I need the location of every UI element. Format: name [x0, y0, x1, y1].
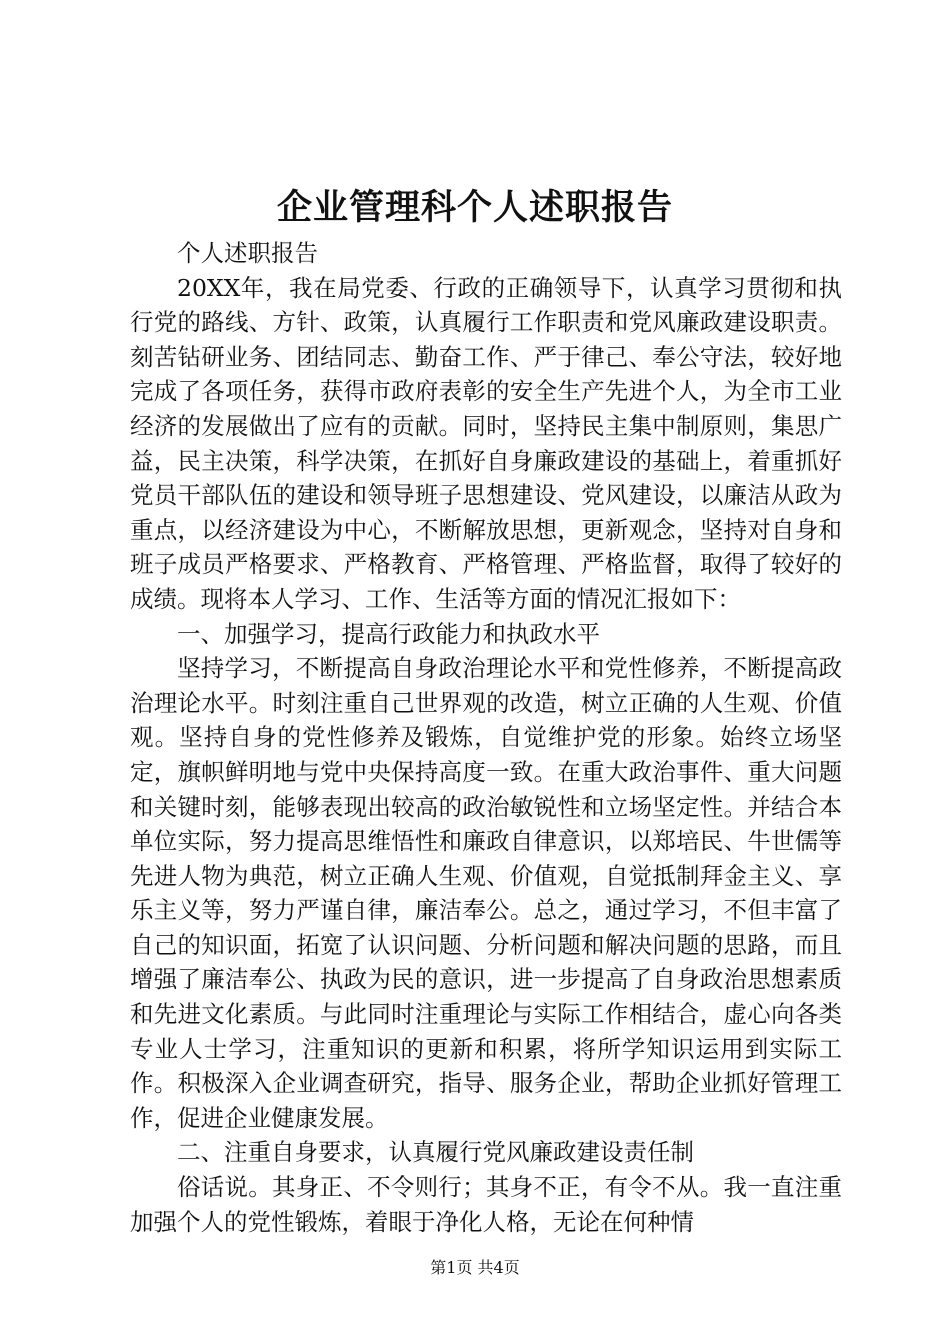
section-2-paragraph: 俗话说。其身正、不令则行；其身不正，有令不从。我一直注重加强个人的党性锻炼，着眼于净化人格，无论在何种情: [130, 1173, 842, 1236]
page-footer: [0, 1258, 950, 1278]
intro-paragraph: 20XX年，我在局党委、行政的正确领导下，认真学习贯彻和执行党的路线、方针、政策，认真履行工作职责和党风廉政建设职责。刻苦钻研业务、团结同志、勤奋工作、严于律己、奉公守法，较好地完成了各项任务，获得市政府表彰的安全生产先进个人，为全市工业经济的发展做出了应有的贡献。同时，坚持民主集中制原则，集思广益，民主决策，科学决策，在抓好自身廉政建设的基础上，着重抓好党员干部队伍的建设和领导班子思想建设、党风建设，以廉洁从政为重点，以经济建设为中心，不断解放思想，更新观念，坚持对自身和班子成员严格要求、严格教育、严格管理、严格监督，取得了较好的成绩。现将本人学习、工作、生活等方面的情况汇报如下：: [130, 273, 842, 613]
page-number: 第1页 共4页: [430, 1258, 520, 1277]
section-1-paragraph: 坚持学习，不断提高自身政治理论水平和党性修养，不断提高政治理论水平。时刻注重自己世界观的改造，树立正确的人生观、价值观。坚持自身的党性修养及锻炼，自觉维护党的形象。始终立场坚定，旗帜鲜明地与党中央保持高度一致。在重大政治事件、重大问题和关键时刻，能够表现出较高的政治敏锐性和立场坚定性。并结合本单位实际，努力提高思维悟性和廉政自律意识，以郑培民、牛世儒等先进人物为典范，树立正确人生观、价值观，自觉抵制拜金主义、享乐主义等，努力严谨自律，廉洁奉公。总之，通过学习，不但丰富了自己的知识面，拓宽了认识问题、分析问题和解决问题的思路，而且增强了廉洁奉公、执政为民的意识，进一步提高了自身政治思想素质和先进文化素质。与此同时注重理论与实际工作相结合，虚心向各类专业人士学习，注重知识的更新和积累，将所学知识运用到实际工作。积极深入企业调查研究，指导、服务企业，帮助企业抓好管理工作，促进企业健康发展。: [130, 654, 842, 1132]
document-body: [130, 236, 842, 1239]
document-title: 企业管理科个人述职报告: [276, 187, 673, 228]
subtitle-paragraph: 个人述职报告: [177, 239, 318, 267]
section-heading-1: 一、加强学习，提高行政能力和执政水平: [177, 619, 600, 648]
section-heading-2: 二、注重自身要求，认真履行党风廉政建设责任制: [177, 1138, 694, 1167]
